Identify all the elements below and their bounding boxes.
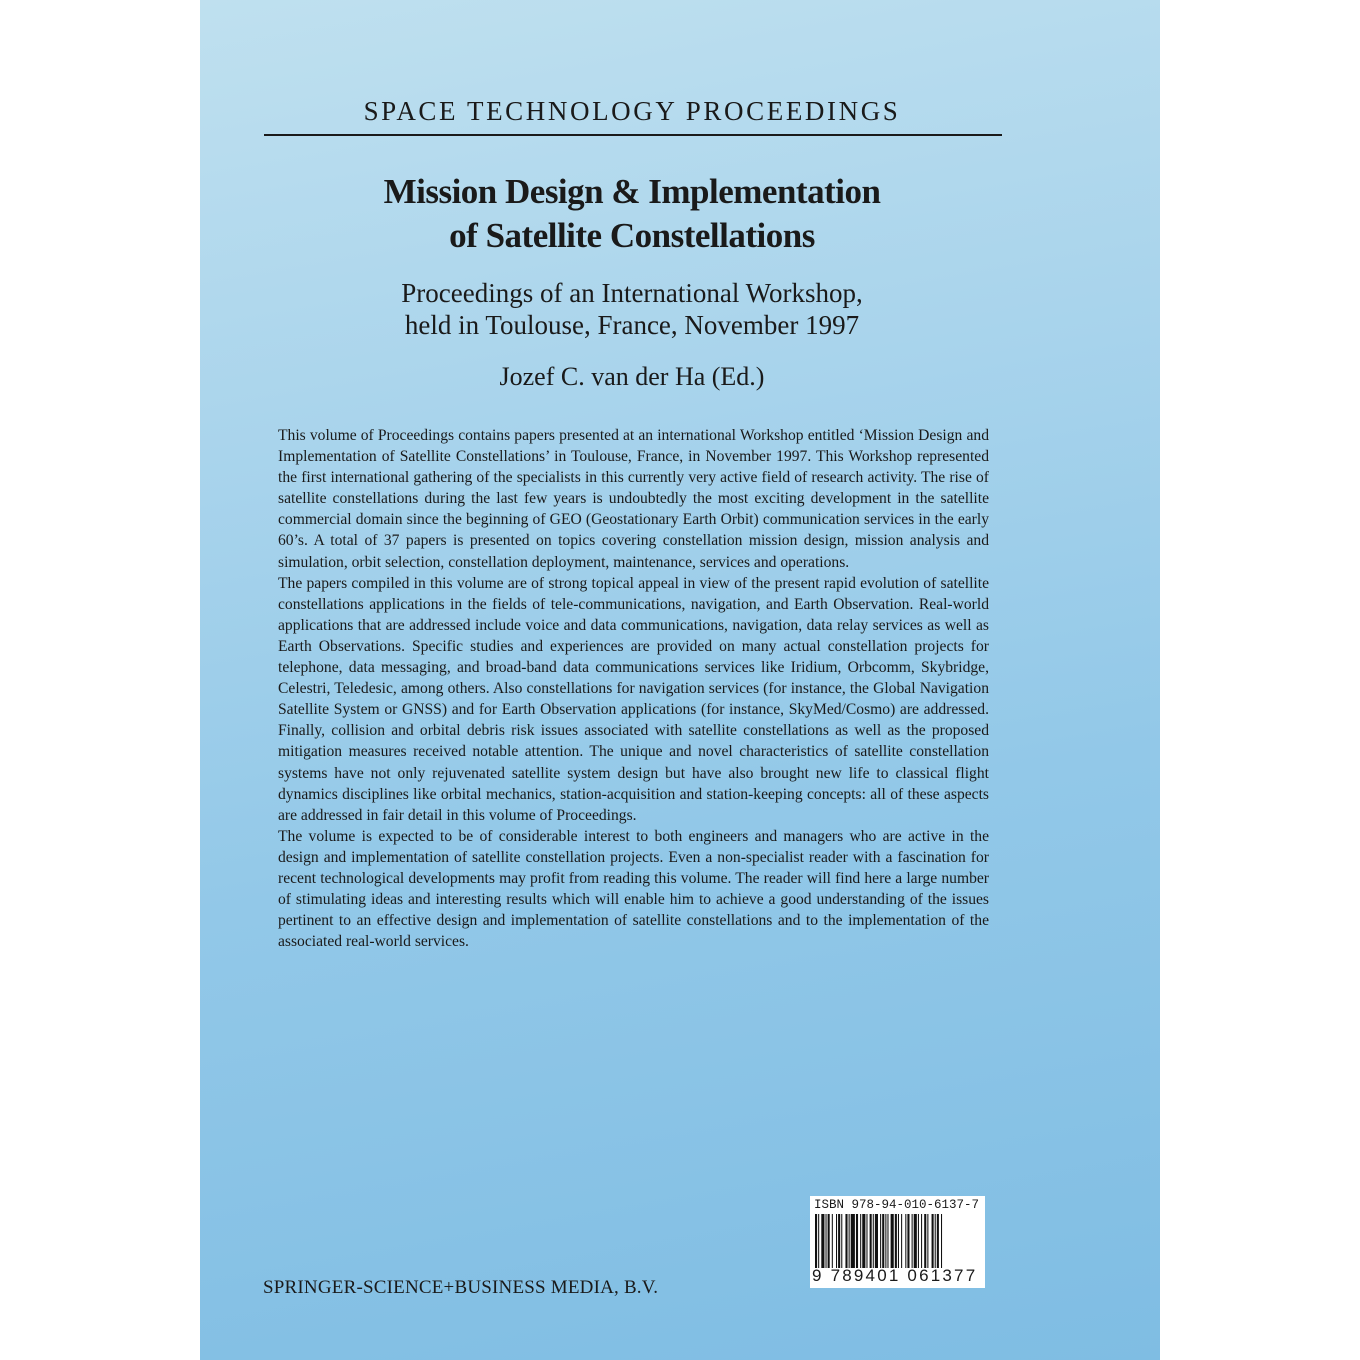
barcode-bar [818,1214,819,1268]
barcode-bar [875,1214,878,1268]
barcode-bar [880,1214,881,1268]
blurb-paragraph-2: The papers compiled in this volume are of strong topical appeal in view of the present rapid evolution of satellite constellations applications in the fields of tele-communications, navigation, and Earth Observation. Real-world applications that are addressed include voice and data communications, navigation, data relay services as well as Earth Observations. Specific studies and experiences are provided on many actual constellation projects for telephone, data messaging, and broad-band data communications services like Iridium, Orbcomm, Skybridge, Celestri, Teledesic, among others. Also constellations for navigation services (for instance, the Global Navigation Satellite System or GNSS) and for Earth Observation applications (for instance, SkyMed/Cosmo) are addressed. Finally, collision and orbital debris risk issues associated with satellite constellations as well as the proposed mitigation measures received notable attention. The unique and novel characteristics of satellite constellation systems have not only rejuvenated satellite system design but have also brought new life to classical flight dynamics disciplines like orbital mechanics, station-acquisition and station-keeping concepts: all of these aspects are addressed in fair detail in this volume of Proceedings. [278,574,989,824]
barcode-bar [838,1214,840,1268]
barcode-bar [891,1214,894,1268]
barcode-bar [941,1214,942,1268]
barcode-bar [870,1214,872,1268]
barcode-bar [887,1214,888,1268]
barcode-bar [841,1214,842,1268]
book-title-line-2: of Satellite Constellations [449,216,815,255]
barcode-bar [927,1214,928,1268]
series-rule [264,134,1002,136]
barcode-graphic [814,1214,981,1268]
barcode-bar [849,1214,850,1268]
barcode-bar [895,1214,897,1268]
barcode-bar [832,1214,833,1268]
barcode-bar [873,1214,874,1268]
barcode-bar [935,1214,936,1268]
book-editor: Jozef C. van der Ha (Ed.) [499,362,765,391]
isbn-barcode-box [810,1196,985,1288]
book-title [260,170,1004,258]
barcode-bar [918,1214,919,1268]
book-back-cover [200,0,1160,1360]
series-title: SPACE TECHNOLOGY PROCEEDINGS [363,96,901,126]
blurb-paragraph-1: This volume of Proceedings contains papers presented at an international Workshop entitled ‘Mission Design and Implementation of Satellite Constellations’ in Toulouse, France, in November 1997. This Workshop represented the first international gathering of the specialists in this currently very active field of research activity. The rise of satellite constellations during the last few years is undoubtedly the most exciting development in the satellite commercial domain since the beginning of GEO (Geostationary Earth Orbit) communication services in the early 60’s. A total of 37 papers is presented on topics covering constellation mission design, mission analysis and simulation, orbit selection, constellation deployment, maintenance, services and operations. [278,427,989,571]
barcode-bar [914,1214,917,1268]
barcode-bar [932,1214,934,1268]
barcode-bar [826,1214,827,1268]
barcode-bar [924,1214,926,1268]
isbn-label: ISBN 978-94-010-6137-7 [814,1198,980,1212]
barcode-bar [901,1214,902,1268]
barcode-bar [921,1214,922,1268]
barcode-bar [845,1214,847,1268]
barcode-bar [885,1214,886,1268]
barcode-bar [828,1214,830,1268]
book-subtitle-line-1: Proceedings of an International Workshop, [401,278,863,308]
barcode-bar [907,1214,909,1268]
publisher-name: SPRINGER-SCIENCE+BUSINESS MEDIA, B.V. [263,1277,659,1298]
barcode-bar [851,1214,855,1268]
barcode-bar [912,1214,913,1268]
barcode-bar [856,1214,858,1268]
barcode-bar [866,1214,867,1268]
barcode-number: 9 789401 061377 [812,1266,978,1285]
barcode-bar [937,1214,939,1268]
barcode-bar [905,1214,906,1268]
blurb [278,425,989,952]
barcode-bar [836,1214,837,1268]
barcode-bar [862,1214,865,1268]
barcode-bar [898,1214,899,1268]
book-title-line-1: Mission Design & Implementation [383,172,881,211]
book-subtitle [260,277,1004,341]
blurb-paragraph-3: The volume is expected to be of considerable interest to both engineers and managers who are active in the design and implementation of satellite constellation projects. Even a non-specialist reader with a fascination for recent technological developments may profit from reading this volume. The reader will find here a large number of stimulating ideas and interesting results which will enable him to achieve a good understanding of the issues pertinent to an effective design and implementation of satellite constellations and to the implementation of the associated real-world services. [278,827,989,951]
book-subtitle-line-2: held in Toulouse, France, November 1997 [404,310,860,340]
barcode-bar [821,1214,824,1268]
barcode-bar [882,1214,884,1268]
barcode-bar [860,1214,861,1268]
barcode-bar [815,1214,817,1268]
